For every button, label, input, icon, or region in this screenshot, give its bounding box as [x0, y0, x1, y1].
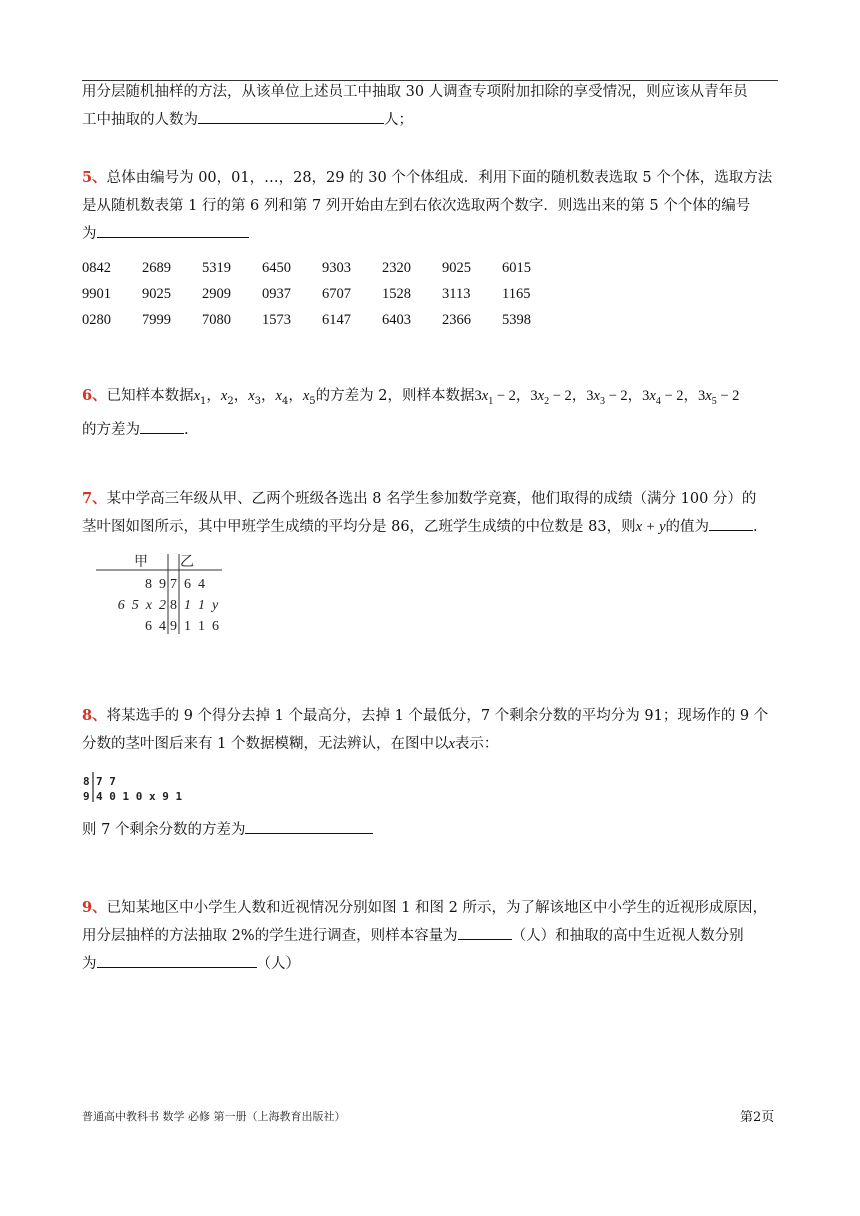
q7-row3-right-leaves: 1 1 6: [184, 619, 219, 634]
q7-row1-right-leaves: 6 4: [184, 577, 205, 592]
q7-class-yi-label: 乙: [180, 554, 194, 570]
q7-number: 7、: [82, 490, 107, 507]
q5-number: 5、: [82, 169, 107, 186]
q6-separator: ，: [627, 388, 643, 404]
q9-line3: 为 （人）: [82, 950, 782, 978]
q6-minus-term: − 2: [549, 388, 572, 404]
q7-text: [82, 485, 782, 541]
q9-text: [82, 894, 782, 978]
q6-sample-variables: [193, 388, 316, 407]
page-number: 第2页: [740, 1110, 775, 1125]
random-table-cell: 6707: [322, 285, 351, 302]
q6-minus-term: − 2: [604, 388, 628, 404]
random-table-cell: 0842: [82, 259, 111, 276]
q6-expression-2: $3x_2 - 2$: [530, 388, 572, 407]
q8-line1: 8、将某选手的 9 个得分去掉 1 个最高分，去掉 1 个最低分，7 个剩余分数的平均分为 91；现场作的 9 个: [82, 707, 769, 724]
random-table-cell: 9901: [82, 285, 111, 302]
random-table-cell: 3113: [442, 285, 471, 302]
q7-row2-stem: 8: [170, 598, 177, 613]
q6-separator: ，: [233, 388, 249, 404]
q6-coefficient: 3: [642, 388, 650, 404]
q8-stem-leaf-plot: [82, 770, 202, 804]
q4-answer-blank[interactable]: [198, 107, 384, 124]
random-table-cell: 1165: [502, 285, 531, 302]
q6-var-symbol: x: [649, 388, 656, 404]
q6-line1: 6、已知样本数据$x_1$，$x_2$，$x_3$，$x_4$，$x_5$的方差为 2，则样本数据$3x_1 - 2$，$3x_2 - 2$，$3x_3 - 2$，$3x_4 - 2$，$3x_5 - 2$: [82, 387, 740, 407]
q9-number: 9、: [82, 899, 107, 916]
q5-text: [82, 164, 782, 248]
q6-number: 6、: [82, 387, 107, 404]
q5-line2: 是从随机数表第 1 行的第 6 列和第 7 列开始由左到右依次选取两个数字．则选出来的第 5 个个体的编号: [82, 198, 751, 214]
q6-expression-3: $3x_3 - 2$: [586, 388, 628, 407]
q6-var-symbol: x: [248, 388, 255, 404]
random-table-cell: 2689: [142, 259, 171, 276]
q6-minus-term: − 2: [493, 388, 516, 404]
q6-line2: 的方差为 .: [82, 416, 782, 444]
q6-var-symbol: x: [593, 388, 600, 404]
random-table-cell: 9025: [442, 259, 471, 276]
q6-var-symbol: x: [193, 388, 201, 404]
q8-question-line: 则 7 个剩余分数的方差为: [82, 816, 782, 844]
q6-variable-x2: $x_2$: [220, 388, 234, 407]
q4-line2: 工中抽取的人数为 人；: [82, 106, 782, 134]
q6-transformed-samples: [474, 388, 740, 407]
q6-var-symbol: x: [302, 388, 310, 404]
random-table-cell: 6403: [382, 311, 411, 328]
q8-number: 8、: [82, 707, 107, 724]
q6-variable-x3: $x_3$: [248, 388, 262, 407]
q8-answer-blank[interactable]: [245, 817, 373, 834]
random-table-cell: 6450: [262, 259, 291, 276]
q6-coefficient: 3: [530, 388, 538, 404]
random-table-cell: 5398: [502, 311, 531, 328]
random-table-cell: 5319: [202, 259, 231, 276]
q7-row1-left-leaves: 8 9: [145, 577, 166, 592]
q7-class-jia-label: 甲: [134, 554, 148, 570]
q6-minus-term: − 2: [660, 388, 684, 404]
q7-row3-stem: 9: [170, 619, 177, 634]
q7-row2-right-leaves: 1 1 y: [184, 598, 219, 613]
q7-row1-stem: 7: [170, 577, 177, 592]
random-table-cell: 2909: [202, 285, 231, 302]
q6-coefficient: 3: [698, 388, 706, 404]
random-table-cell: 1573: [262, 311, 291, 328]
q7-line2: 茎叶图如图所示，其中甲班学生成绩的平均分是 86，乙班学生成绩的中位数是 83，则x + y的值为 .: [82, 513, 782, 541]
q9-myopia-count-blank[interactable]: [97, 951, 257, 968]
q7-row3-left-leaves: 6 4: [145, 619, 166, 634]
q6-separator: ，: [571, 388, 587, 404]
q6-separator: ，: [683, 388, 698, 404]
q7-line1: 7、某中学高三年级从甲、乙两个班级各选出 8 名学生参加数学竞赛，他们取得的成绩（满分 100 分）的: [82, 490, 757, 507]
q6-var-symbol: x: [220, 388, 228, 404]
q6-variable-x4: $x_4$: [275, 388, 289, 407]
random-table-cell: 2366: [442, 311, 471, 328]
random-table-row: [82, 281, 562, 307]
q6-expression-4: $3x_4 - 2$: [642, 388, 684, 407]
q7-row2-left-leaves: 6 5 x 2: [117, 598, 166, 613]
q6-variable-x1: $x_1$: [193, 388, 207, 407]
random-table-cell: 7999: [142, 311, 171, 328]
random-number-table: [82, 255, 562, 333]
q9-line2: 用分层抽样的方法抽取 2%的学生进行调查，则样本容量为 （人）和抽取的高中生近视人数分别: [82, 922, 782, 950]
q8-row2-leaves: 4 0 1 0 x 9 1: [96, 790, 183, 803]
random-table-cell: 0280: [82, 311, 111, 328]
q6-minus-term: − 2: [716, 388, 740, 404]
q6-expression-5: $3x_5 - 2$: [698, 388, 740, 407]
random-table-row: [82, 255, 562, 281]
q6-separator: ，: [515, 388, 531, 404]
q8-row2-stem: 9: [83, 790, 90, 803]
q6-var-symbol: x: [481, 388, 489, 404]
random-table-cell: 6147: [322, 311, 351, 328]
random-table-cell: 6015: [502, 259, 531, 276]
q6-answer-blank[interactable]: [140, 417, 184, 434]
random-table-cell: 2320: [382, 259, 411, 276]
q8-row1-stem: 8: [83, 775, 90, 788]
random-table-cell: 7080: [202, 311, 231, 328]
q6-coefficient: 3: [586, 388, 594, 404]
q6-separator: ，: [261, 388, 276, 404]
q4-text: [82, 78, 782, 134]
q6-text: [82, 382, 782, 444]
q6-variable-x5: $x_5$: [302, 388, 316, 407]
q8-row1-leaves: 7 7: [96, 775, 116, 788]
q6-var-symbol: x: [275, 388, 282, 404]
q6-expression-1: $3x_1 - 2$: [474, 388, 516, 407]
q6-separator: ，: [206, 388, 221, 404]
q5-line3: 为: [82, 220, 782, 248]
q8-line2: 分数的茎叶图后来有 1 个数据模糊，无法辨认，在图中以x表示：: [82, 736, 499, 752]
q7-answer-blank[interactable]: [709, 514, 753, 531]
q6-var-symbol: x: [537, 388, 545, 404]
q4-line1: 用分层随机抽样的方法，从该单位上述员工中抽取 30 人调查专项附加扣除的享受情况，则应该从青年员: [82, 84, 748, 100]
footer-book-info: 普通高中教科书 数学 必修 第一册（上海教育出版社）: [82, 1110, 346, 1123]
random-table-cell: 0937: [262, 285, 291, 302]
q9-sample-size-blank[interactable]: [458, 923, 512, 940]
q6-separator: ，: [288, 388, 303, 404]
random-table-row: [82, 307, 562, 333]
q5-line1: 5、总体由编号为 00，01，…，28，29 的 30 个个体组成．利用下面的随机数表选取 5 个个体，选取方法: [82, 169, 773, 186]
q5-answer-blank[interactable]: [97, 221, 249, 238]
q6-coefficient: 3: [474, 388, 482, 404]
random-table-cell: 1528: [382, 285, 411, 302]
q9-line1: 9、已知某地区中小学生人数和近视情况分别如图 1 和图 2 所示，为了解该地区中小学生的近视形成原因，: [82, 899, 767, 916]
q7-stem-leaf-plot: [82, 548, 242, 638]
q8-text: [82, 702, 782, 758]
random-table-cell: 9303: [322, 259, 351, 276]
q6-var-symbol: x: [705, 388, 712, 404]
random-table-cell: 9025: [142, 285, 171, 302]
